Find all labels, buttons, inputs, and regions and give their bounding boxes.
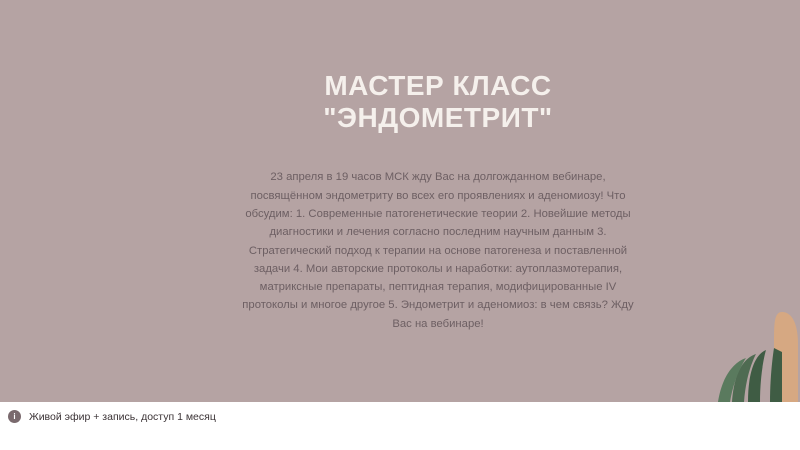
- page-title: МАСТЕР КЛАСС "ЭНДОМЕТРИТ": [323, 70, 553, 134]
- caption: [8, 410, 216, 423]
- info-icon: i: [8, 410, 21, 423]
- slide-content: [236, 70, 640, 333]
- leaf-decoration-icon: [670, 292, 800, 402]
- caption-text: Живой эфир + запись, доступ 1 месяц: [29, 410, 216, 423]
- slide-body-text: 23 апреля в 19 часов МСК жду Вас на долгожданном вебинаре, посвящённом эндометриту во всех его проявлениях и аденомиозу! Что обсудим: 1. Современные патогенетические теории 2. Новейшие методы диагностики и лечения согласно последним научным данным 3. Стратегический подход к терапии на основе патогенеза и поставленной задачи 4. Мои авторские протоколы и наработки: аутоплазмотерапия, матриксные препараты, пептидная терапия, модифицированные IV протоколы и многое другое 5. Эндометрит и аденомиоз: в чем связь? Жду Вас на вебинаре!: [242, 171, 634, 330]
